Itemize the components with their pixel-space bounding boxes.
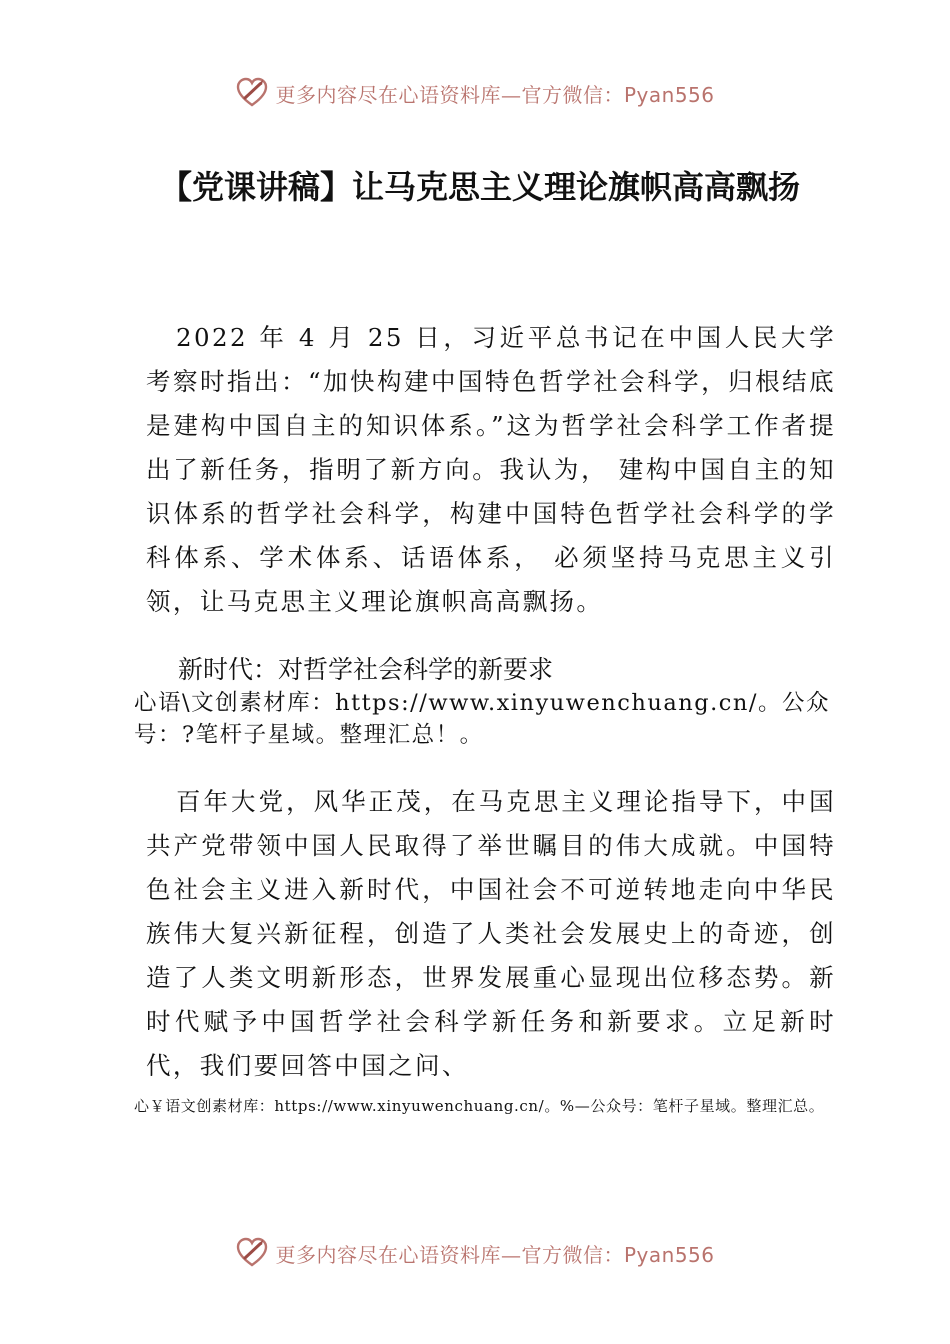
- wechat-handle: Pyan556: [623, 82, 715, 107]
- watermark-note-2: 心￥语文创素材库：https://www.xinyuwenchuang.cn/。%—公众号：笔杆子星域。整理汇总。: [134, 1097, 825, 1115]
- heart-pen-logo-icon: [235, 1236, 269, 1270]
- section-heading: 新时代：对哲学社会科学的新要求: [178, 655, 554, 684]
- banner-text: 更多内容尽在心语资料库—官方微信：Pyan556: [275, 1242, 715, 1267]
- paragraph-1: 2022 年 4 月 25 日，习近平总书记在中国人民大学考察时指出：“加快构建中国特色哲学社会科学，归根结底是建构中国自主的知识体系。”这为哲学社会科学工作者提出了新任务，指明了新方向。我认为， 建构中国自主的知识体系的哲学社会科学，构建中国特色哲学社会科学的学科体系、学术体系、话语体系， 必须坚持马克思主义引领，让马克思主义理论旗帜高高飘扬。: [146, 323, 836, 616]
- banner-text: 更多内容尽在心语资料库—官方微信：Pyan556: [275, 82, 715, 107]
- paragraph-2: 百年大党，风华正茂，在马克思主义理论指导下，中国共产党带领中国人民取得了举世瞩目的伟大成就。中国特色社会主义进入新时代，中国社会不可逆转地走向中华民族伟大复兴新征程，创造了人类社会发展史上的奇迹，创造了人类文明新形态，世界发展重心显现出位移态势。新时代赋予中国哲学社会科学新任务和新要求。立足新时代，我们要回答中国之问、: [146, 787, 836, 1080]
- footer-banner: [0, 1233, 950, 1273]
- header-banner: [0, 73, 950, 113]
- heart-pen-logo-icon: [235, 76, 269, 110]
- watermark-note-1: 心语\文创素材库：https://www.xinyuwenchuang.cn/。公众号：?笔杆子星域。整理汇总！。: [134, 690, 830, 748]
- wechat-handle: Pyan556: [623, 1242, 715, 1267]
- document-title: 【党课讲稿】让马克思主义理论旗帜高高飘扬: [159, 168, 800, 206]
